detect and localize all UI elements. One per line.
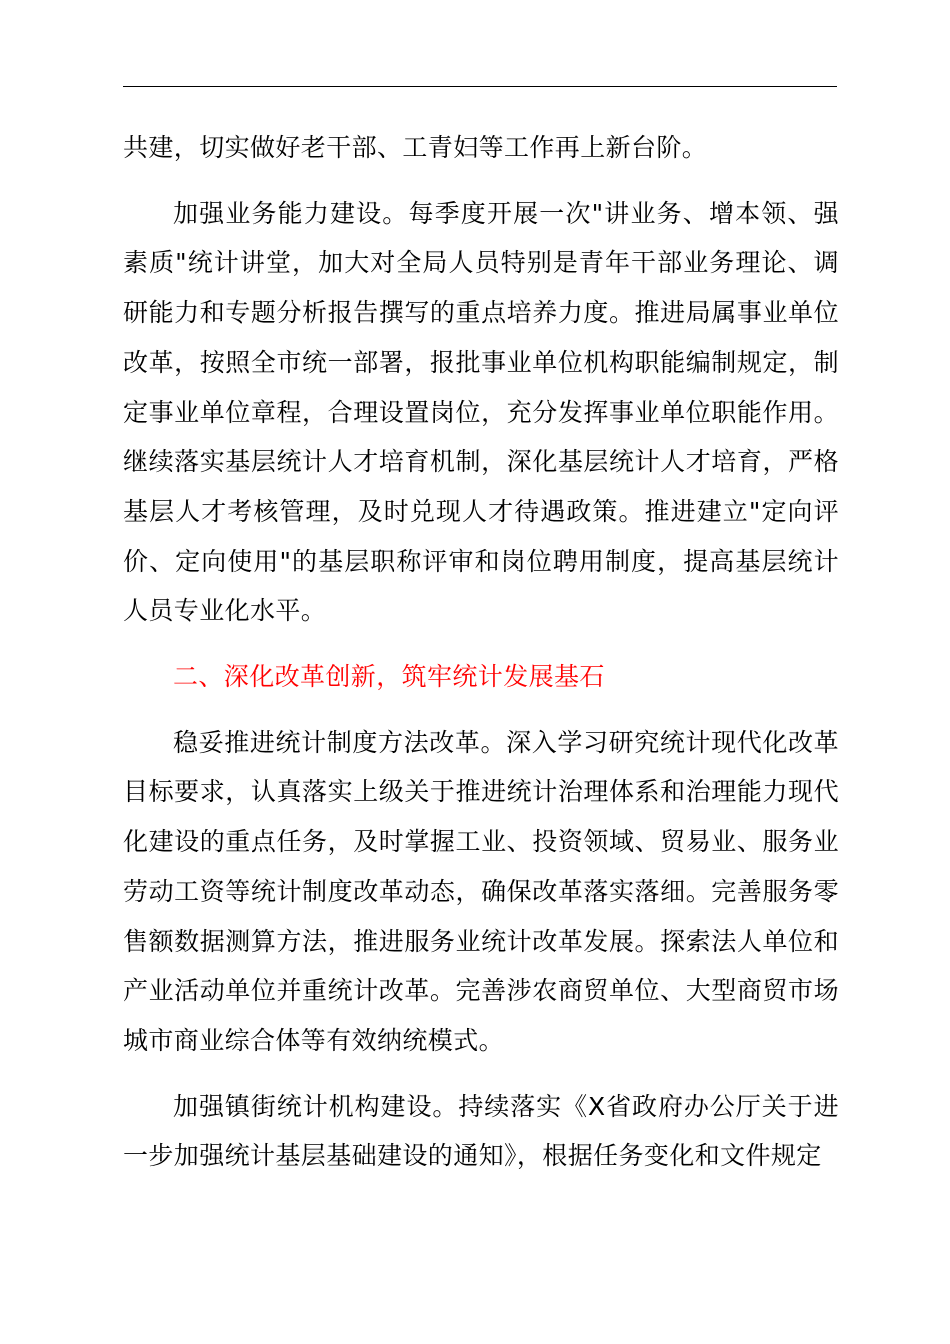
- paragraph-town-institutions: 加强镇街统计机构建设。持续落实《X省政府办公厅关于进一步加强统计基层基础建设的通知》，根据任务变化和文件规定: [123, 1091, 839, 1171]
- paragraph-statistical-reform: 稳妥推进统计制度方法改革。深入学习研究统计现代化改革目标要求，认真落实上级关于推进统计治理体系和治理能力现代化建设的重点任务，及时掌握工业、投资领域、贸易业、服务业劳动工资等统计制度改革动态，确保改革落实落细。完善服务零售额数据测算方法，推进服务业统计改革发展。探索法人单位和产业活动单位并重统计改革。完善涉农商贸单位、大型商贸市场城市商业综合体等有效纳统模式。: [123, 727, 839, 1055]
- paragraph-business-capacity: 加强业务能力建设。每季度开展一次"讲业务、增本领、强素质"统计讲堂，加大对全局人员特别是青年干部业务理论、调研能力和专题分析报告撰写的重点培养力度。推进局属事业单位改革，按照全市统一部署，报批事业单位机构职能编制规定，制定事业单位章程，合理设置岗位，充分发挥事业单位职能作用。继续落实基层统计人才培育机制，深化基层统计人才培育，严格基层人才考核管理，及时兑现人才待遇政策。推进建立"定向评价、定向使用"的基层职称评审和岗位聘用制度，提高基层统计人员专业化水平。: [123, 198, 839, 626]
- document-body: [123, 123, 839, 1181]
- section-heading: 二、深化改革创新，筑牢统计发展基石: [173, 662, 605, 692]
- paragraph-continuation: 共建，切实做好老干部、工青妇等工作再上新台阶。: [123, 133, 708, 162]
- header-rule: [123, 86, 837, 87]
